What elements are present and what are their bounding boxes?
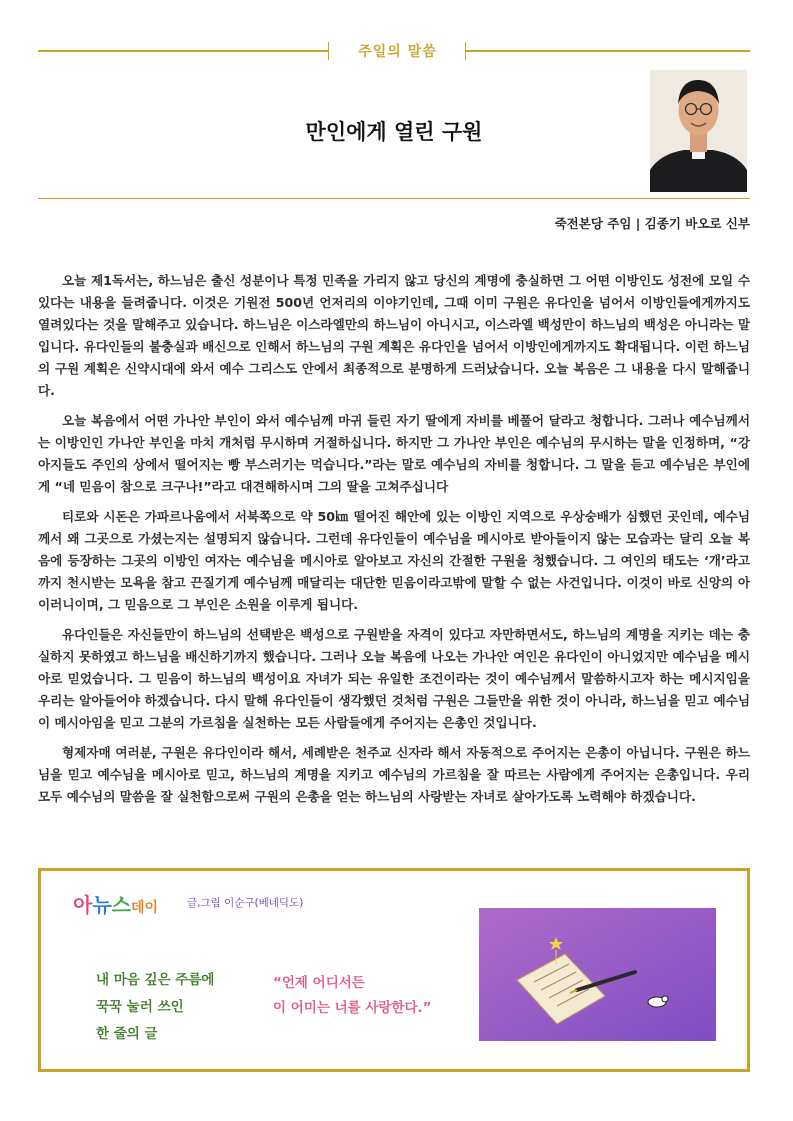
brand-char: 뉴 [92, 893, 112, 917]
cartoon-credit: 글,그림 이순구(베네딕도) [187, 897, 304, 909]
poem-line: “언제 어디서든 [273, 975, 365, 991]
brand-char: 아 [73, 893, 93, 917]
header-rule-right [465, 50, 750, 52]
homily-body [38, 270, 750, 816]
cartoon-brand [73, 889, 158, 918]
poem-line: 이 어미는 너를 사랑한다.” [273, 1000, 432, 1016]
paragraph: 티로와 시돈은 가파르나움에서 서북쪽으로 약 50㎞ 떨어진 해안에 있는 이방인 지역으로 우상숭배가 심했던 곳인데, 예수님께서 왜 그곳으로 가셨는지는 설명되지 않습니다. 그런데 유다인들이 예수님을 메시아로 받아들이지 않는 모습과는 달리 오늘 복음에 등장하는 그곳의 이방인 여자는 예수님을 메시아로 알아보고 자신의 간절한 구원을 청했습니다. 그 여인의 태도는 ‘개’라고까지 천시받는 모욕을 참고 끈질기게 예수님께 매달리는 대단한 믿음이라고밖에 말할 수 없는 사건입니다. 이것이 바로 신앙의 아이러니이며, 그 믿음으로 그 부인은 소원을 이루게 됩니다. [38, 509, 751, 612]
header-rule-left [38, 50, 328, 52]
priest-portrait [650, 70, 747, 192]
cartoon-panel [38, 868, 750, 1072]
poem-left [96, 967, 214, 1048]
poem-right [273, 971, 432, 1021]
paragraph: 유다인들은 자신들만이 하느님의 선택받은 백성으로 구원받을 자격이 있다고 자만하면서도, 하느님의 계명을 지키는 데는 충실하지 못하였고 하느님을 배신하기까지 했습니다. 그러나 오늘 복음에 나오는 가나안 여인은 유다인이 아니었지만 예수님을 메시아로 믿었습니다. 그 믿음이 하느님의 백성이요 자녀가 되는 유일한 조건이라는 것이 예수님께서 말씀하시고자 하는 메시지임을 우리는 알아들어야 하겠습니다. 다시 말해 유다인들이 생각했던 것처럼 구원은 그들만을 위한 것이 아니라, 하느님을 믿고 예수님이 메시아임을 믿고 그분의 가르침을 실천하는 모든 사람들에게 주어지는 은총인 것입니다. [38, 627, 750, 730]
poem-line: 꾹꾹 눌러 쓰인 [96, 999, 184, 1015]
cartoon-illustration [479, 908, 716, 1041]
section-label: 주일의 말씀 [358, 44, 437, 60]
paragraph: 형제자매 여러분, 구원은 유다인이라 해서, 세례받은 천주교 신자라 해서 자동적으로 주어지는 은총이 아닙니다. 구원은 하느님을 믿고 예수님을 메시아로 믿고, 하느님의 계명을 지키고 예수님의 가르침을 잘 따르는 사람에게 주어지는 은총입니다. 우리 모두 예수님의 말씀을 잘 실천함으로써 구원의 은총을 얻는 하느님의 사랑받는 자녀로 살아가도록 노력해야 하겠습니다. [38, 745, 750, 804]
poem-line: 내 마음 깊은 주름에 [96, 972, 215, 988]
paragraph: 오늘 제1독서는, 하느님은 출신 성분이나 특정 민족을 가리지 않고 당신의 계명에 충실하면 그 어떤 이방인도 성전에 모일 수 있다는 내용을 들려줍니다. 이것은 기원전 500년 언저리의 이야기인데, 그때 이미 구원은 유다인을 넘어서 이방인들에게까지도 열려있다는 것을 말해주고 있습니다. 하느님은 이스라엘만의 하느님이 아니시고, 이스라엘 백성만이 하느님의 백성은 아니라는 말입니다. 유다인들의 불충실과 배신으로 인해서 하느님의 구원 계획은 유다인을 넘어서 이방인에게까지도 확대됩니다. 이런 하느님의 구원 계획은 신약시대에 와서 예수 그리스도 안에서 최종적으로 분명하게 드러났습니다. 오늘 복음은 그 내용을 다시 말해줍니다. [38, 273, 750, 398]
page-title: 만인에게 열린 구원 [305, 120, 483, 144]
brand-char: 데이 [130, 900, 159, 916]
author-byline: 죽전본당 주임 | 김종기 바오로 신부 [554, 216, 750, 231]
poem-line: 한 줄의 글 [96, 1026, 158, 1042]
paragraph: 오늘 복음에서 어떤 가나안 부인이 와서 예수님께 마귀 들린 자기 딸에게 자비를 베풀어 달라고 청합니다. 그러나 예수님께서는 이방인인 가나안 부인을 마치 개처럼 무시하며 거절하십니다. 하지만 그 가나안 부인은 예수님의 무시하는 말을 인정하며, “강아지들도 주인의 상에서 떨어지는 빵 부스러기는 먹습니다.”라는 말로 예수님의 자비를 청합니다. 그 말을 듣고 예수님은 부인에게 “네 믿음이 참으로 크구나!”라고 대견해하시며 그의 딸을 고쳐주십니다 [38, 413, 750, 494]
title-rule [38, 198, 750, 199]
header-tick-left [328, 42, 329, 60]
brand-char: 스 [111, 893, 131, 917]
